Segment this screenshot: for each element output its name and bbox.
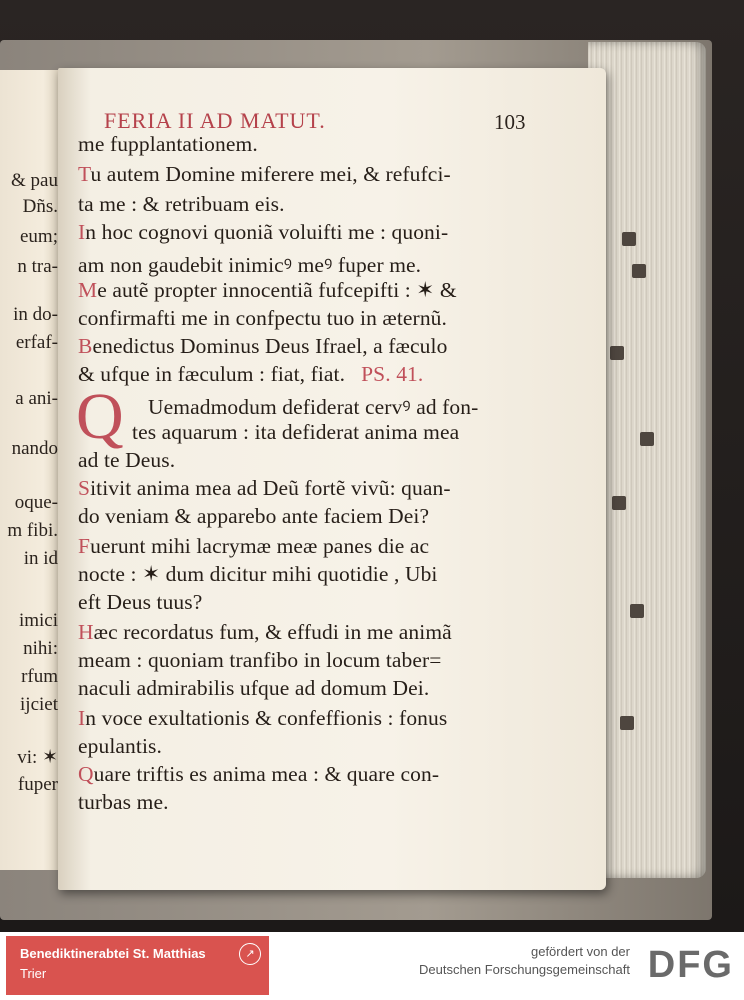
funding-line-2: Deutschen Forschungsgemeinschaft xyxy=(418,962,630,977)
text-line xyxy=(148,392,478,421)
rubric-initial: I xyxy=(78,706,86,730)
psalm-reference: PS. 41. xyxy=(361,362,424,386)
left-page-fragment: nihi: xyxy=(23,638,58,659)
text-line xyxy=(78,648,442,673)
left-page-fragment: erfaf- xyxy=(15,332,58,353)
text-line xyxy=(78,620,452,645)
text-line xyxy=(78,762,439,787)
drop-capital: Q xyxy=(76,380,124,453)
text-line xyxy=(78,132,258,157)
left-page-fragment: m fibi. xyxy=(7,520,58,541)
line-text: uare triftis es anima mea : & quare con- xyxy=(93,762,440,786)
text-line xyxy=(132,420,459,445)
left-page-fragment: nando xyxy=(11,438,58,459)
rubric-initial: M xyxy=(78,278,98,302)
line-text: meam : quoniam tranfibo in locum taber= xyxy=(78,648,442,672)
line-text: confirmafti me in confpectu tuo in æternũ. xyxy=(78,306,447,330)
left-page-fragment: oque- xyxy=(14,492,58,513)
line-text: Uemadmodum defiderat cervꝰ ad fon- xyxy=(148,395,479,419)
text-line xyxy=(78,306,447,331)
text-line xyxy=(78,334,447,359)
line-text: epulantis. xyxy=(78,734,162,758)
text-line xyxy=(78,192,285,217)
text-line xyxy=(78,734,162,759)
left-page-fragment: imici xyxy=(18,610,58,631)
thumb-tab xyxy=(610,346,624,360)
line-text: uerunt mihi lacrymæ meæ panes die ac xyxy=(90,534,430,558)
left-page-fragment: n tra- xyxy=(17,256,58,277)
thumb-tab xyxy=(630,604,644,618)
external-link-icon: ↗ xyxy=(239,943,261,965)
left-page-fragment: ijciet xyxy=(20,694,58,715)
left-page-fragment: fuper xyxy=(17,774,58,795)
rubric-initial: I xyxy=(78,220,86,244)
thumb-tab xyxy=(612,496,626,510)
institution-badge[interactable] xyxy=(6,936,269,995)
line-text: enedictus Dominus Deus Ifrael, a fæculo xyxy=(92,334,448,358)
text-line xyxy=(78,790,169,815)
line-text: turbas me. xyxy=(78,790,169,814)
rubric-initial: F xyxy=(78,534,91,558)
thumb-tab xyxy=(622,232,636,246)
dfg-logo[interactable]: DFG xyxy=(647,944,734,986)
text-line xyxy=(78,278,457,303)
line-text: naculi admirabilis ufque ad domum Dei. xyxy=(78,676,430,700)
left-page-fragment: & pau xyxy=(11,170,58,191)
line-text: e autẽ propter innocentiã fufcepifti : ✶ & xyxy=(97,278,457,302)
line-text: ta me : & retribuam eis. xyxy=(78,192,285,216)
funding-line-1: gefördert von der xyxy=(530,944,630,959)
line-text: n hoc cognovi quoniã voluifti me : quoni- xyxy=(85,220,449,244)
text-line xyxy=(78,448,175,473)
text-line xyxy=(78,590,202,615)
line-text: eft Deus tuus? xyxy=(78,590,203,614)
rubric-initial: T xyxy=(78,162,91,186)
running-header: FERIA II AD MATUT. xyxy=(104,108,326,133)
left-page-fragment: in do- xyxy=(13,304,58,325)
rubric-initial: H xyxy=(78,620,94,644)
thumb-tab xyxy=(640,432,654,446)
text-line xyxy=(78,562,438,587)
page-number: 103 xyxy=(494,110,526,134)
text-line xyxy=(78,676,429,701)
text-line xyxy=(78,476,451,501)
left-page-fragment: Dñs. xyxy=(22,196,58,217)
left-page-fragment: a ani- xyxy=(15,388,58,409)
left-page-fragment: rfum xyxy=(21,666,58,687)
line-text: æc recordatus fum, & effudi in me animã xyxy=(93,620,452,644)
rubric-initial: Q xyxy=(78,762,94,786)
line-text: me fupplantationem. xyxy=(78,132,258,156)
line-text: itivit anima mea ad Deũ fortẽ vivũ: quan- xyxy=(90,476,451,500)
text-line xyxy=(78,534,429,559)
rubric-initial: B xyxy=(78,334,93,358)
line-text: & ufque in fæculum : fiat, fiat. xyxy=(78,362,346,386)
text-line xyxy=(78,504,429,529)
left-page-fragment: vi: ✶ xyxy=(17,747,58,768)
line-text: am non gaudebit inimicꝰ meꝰ fuper me. xyxy=(78,253,422,277)
institution-name: Benediktinerabtei St. Matthias xyxy=(20,946,206,961)
line-text: tes aquarum : ita defiderat anima mea xyxy=(132,420,460,444)
thumb-tab xyxy=(620,716,634,730)
text-line xyxy=(78,706,447,731)
line-text: nocte : ✶ dum dicitur mihi quotidie , Ubi xyxy=(78,562,438,586)
left-page-fragment: in id xyxy=(23,548,58,569)
line-text: do veniam & apparebo ante faciem Dei? xyxy=(78,504,430,528)
thumb-tab xyxy=(632,264,646,278)
rubric-initial: S xyxy=(78,476,91,500)
line-text: n voce exultationis & confeffionis : fonus xyxy=(85,706,448,730)
text-line xyxy=(78,362,423,387)
left-page xyxy=(0,70,62,870)
text-line xyxy=(78,220,448,245)
left-page-fragment: eum; xyxy=(20,226,58,247)
text-line xyxy=(78,250,421,279)
line-text: u autem Domine miferere mei, & refufci- xyxy=(90,162,451,186)
institution-city: Trier xyxy=(20,966,47,981)
line-text: ad te Deus. xyxy=(78,448,176,472)
text-line xyxy=(78,162,451,187)
